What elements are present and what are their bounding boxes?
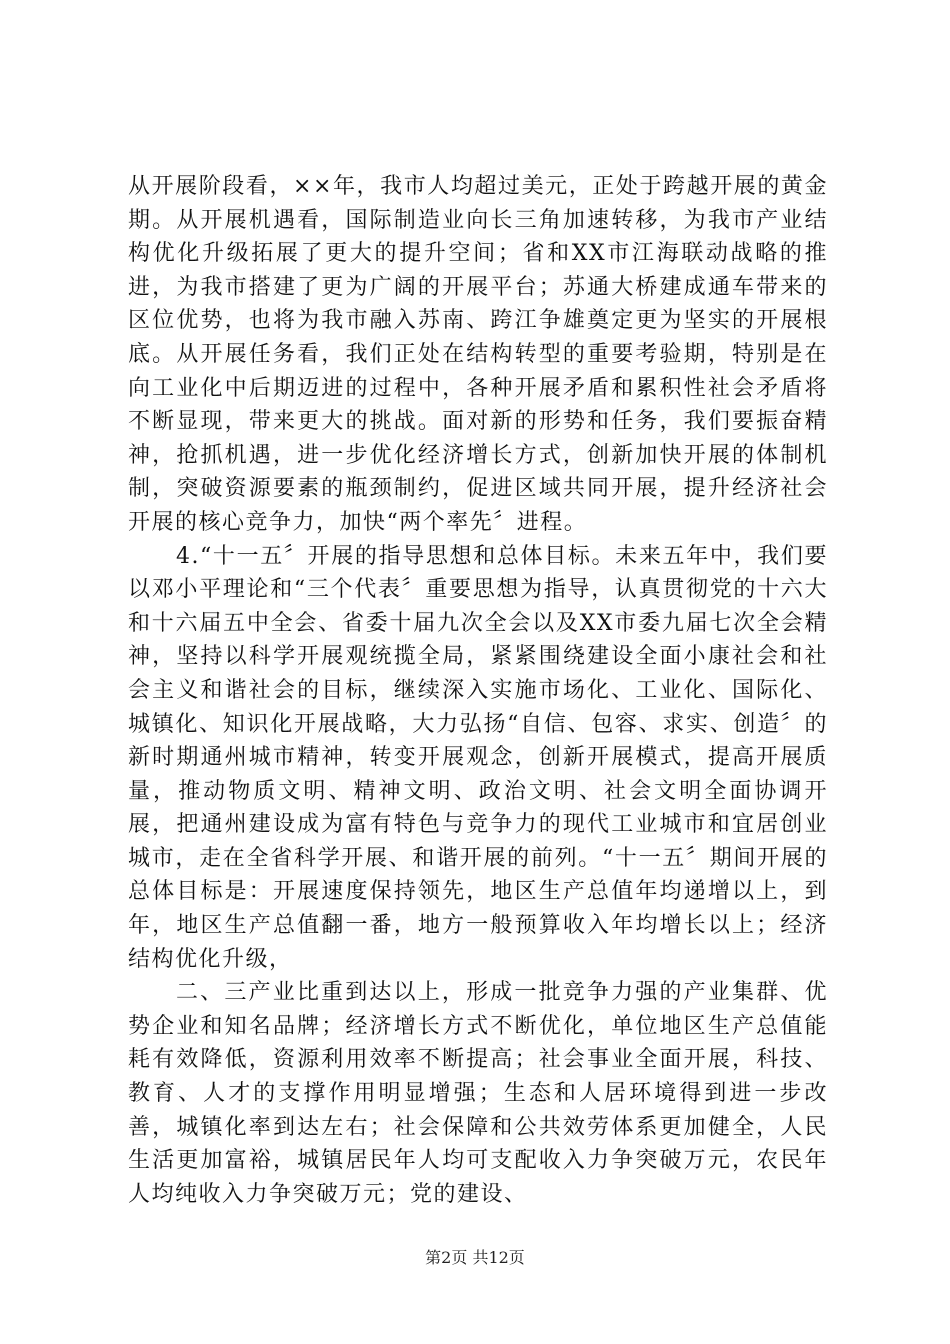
paragraph-development-stage: 从开展阶段看，××年，我市人均超过美元，正处于跨越开展的黄金期。从开展机遇看，国际制造业向长三角加速转移，为我市产业结构优化升级拓展了更大的提升空间；省和XX市江海联动战略的推进，为我市搭建了更为广阔的开展平台；苏通大桥建成通车带来的区位优势，也将为我市融入苏南、跨江争雄奠定更为坚实的开展根底。从开展任务看，我们正处在结构转型的重要考验期，特别是在向工业化中后期迈进的过程中，各种开展矛盾和累积性社会矛盾将不断显现，带来更大的挑战。面对新的形势和任务，我们要振奋精神，抢抓机遇，进一步优化经济增长方式，创新加快开展的体制机制，突破资源要素的瓶颈制约，促进区域共同开展，提升经济社会开展的核心竞争力，加快“两个率先〞进程。 [128,174,828,535]
paragraph-industry-targets: 二、三产业比重到达以上，形成一批竞争力强的产业集群、优势企业和知名品牌；经济增长方式不断优化，单位地区生产总值能耗有效降低，资源利用效率不断提高；社会事业全面开展，科技、教育、人才的支撑作用明显增强；生态和人居环境得到进一步改善，城镇化率到达左右；社会保障和公共效劳体系更加健全，人民生活更加富裕，城镇居民年人均可支配收入力争突破万元，农民年人均纯收入力争突破万元；党的建设、 [128,980,828,1207]
page-number-footer: 第2页 共12页 [425,1248,525,1267]
paragraph-guiding-ideology: 4.“十一五〞开展的指导思想和总体目标。未来五年中，我们要以邓小平理论和“三个代表〞重要思想为指导，认真贯彻党的十六大和十六届五中全会、省委十届九次全会以及XX市委九届七次全会精神，坚持以科学开展观统揽全局，紧紧围绕建设全面小康社会和社会主义和谐社会的目标，继续深入实施市场化、工业化、国际化、城镇化、知识化开展战略，大力弘扬“自信、包容、求实、创造〞的新时期通州城市精神，转变开展观念，创新开展模式，提高开展质量，推动物质文明、精神文明、政治文明、社会文明全面协调开展，把通州建设成为富有特色与竞争力的现代工业城市和宜居创业城市，走在全省科学开展、和谐开展的前列。“十一五〞期间开展的总体目标是：开展速度保持领先，地区生产总值年均递增以上，到年，地区生产总值翻一番，地方一般预算收入年均增长以上；经济结构优化升级， [128,543,828,972]
document-body [128,170,828,1211]
